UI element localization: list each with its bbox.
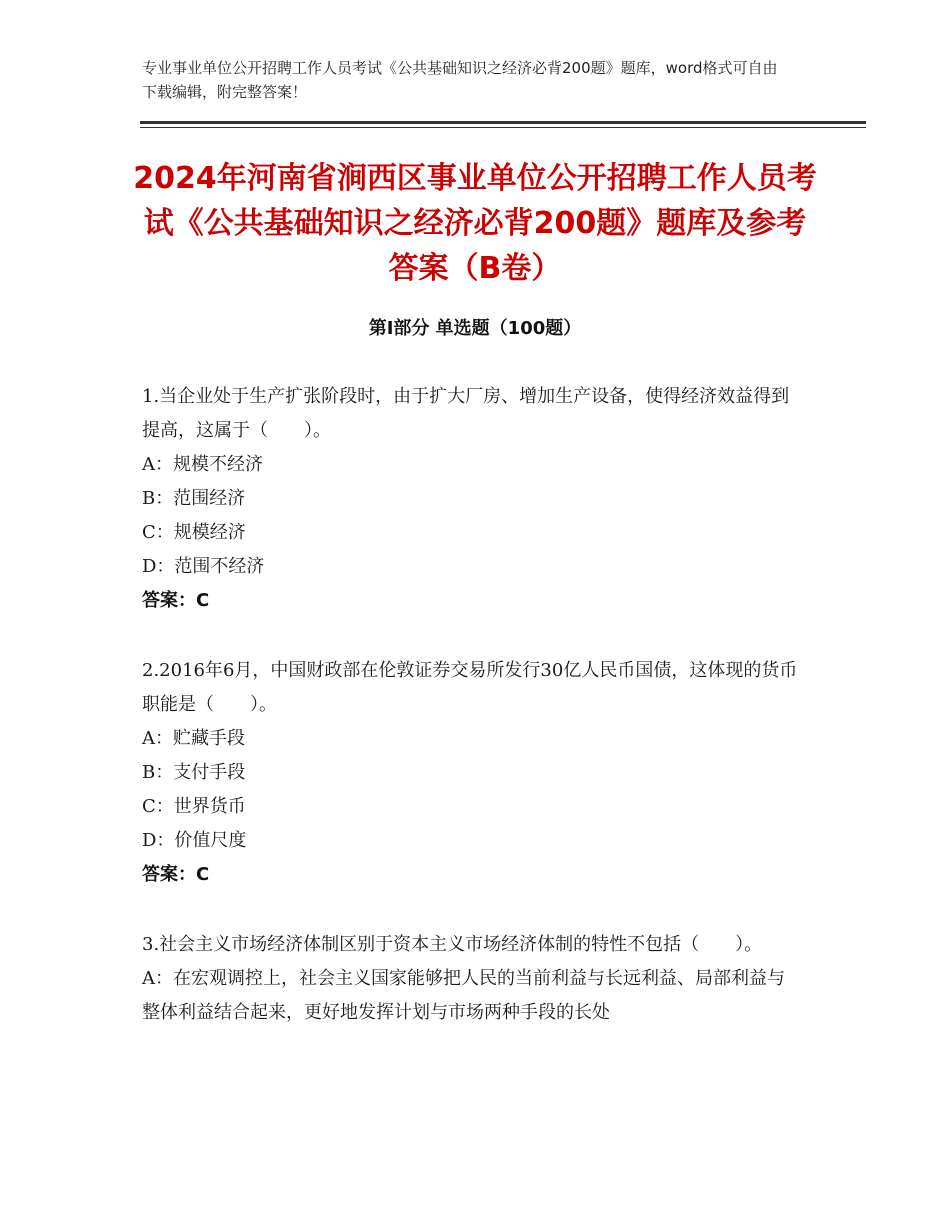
question-stem: 1.当企业处于生产扩张阶段时，由于扩大厂房、增加生产设备，使得经济效益得到提高，这属于（ ）。 — [142, 386, 790, 441]
header-divider-thin — [140, 127, 866, 128]
option-c: C：世界货币 — [142, 796, 246, 817]
question-stem: 2.2016年6月，中国财政部在伦敦证券交易所发行30亿人民币国债，这体现的货币职能是（ ）。 — [142, 660, 798, 715]
option-b: B：范围经济 — [142, 488, 246, 509]
option-d: D：价值尺度 — [142, 830, 247, 851]
header-divider-thick — [140, 121, 866, 124]
question-1 — [142, 380, 802, 618]
option-a: A：贮藏手段 — [142, 728, 245, 749]
option-a: A：规模不经济 — [142, 454, 263, 475]
option-d: D：范围不经济 — [142, 556, 265, 577]
document-title: 2024年河南省涧西区事业单位公开招聘工作人员考试《公共基础知识之经济必背200题》题库及参考答案（B卷） — [133, 161, 817, 286]
question-stem: 3.社会主义市场经济体制区别于资本主义市场经济体制的特性不包括（ ）。 — [142, 934, 763, 955]
answer: 答案：C — [142, 864, 210, 885]
header-note: 专业事业单位公开招聘工作人员考试《公共基础知识之经济必背200题》题库，word格式可自由下载编辑，附完整答案！ — [142, 59, 778, 101]
option-a: A：在宏观调控上，社会主义国家能够把人民的当前利益与长远利益、局部利益与整体利益结合起来，更好地发挥计划与市场两种手段的长处 — [142, 968, 785, 1023]
answer: 答案：C — [142, 590, 210, 611]
section-title: 第I部分 单选题（100题） — [368, 318, 582, 339]
question-2 — [142, 654, 802, 892]
option-c: C：规模经济 — [142, 522, 246, 543]
option-b: B：支付手段 — [142, 762, 246, 783]
question-3 — [142, 928, 802, 1030]
